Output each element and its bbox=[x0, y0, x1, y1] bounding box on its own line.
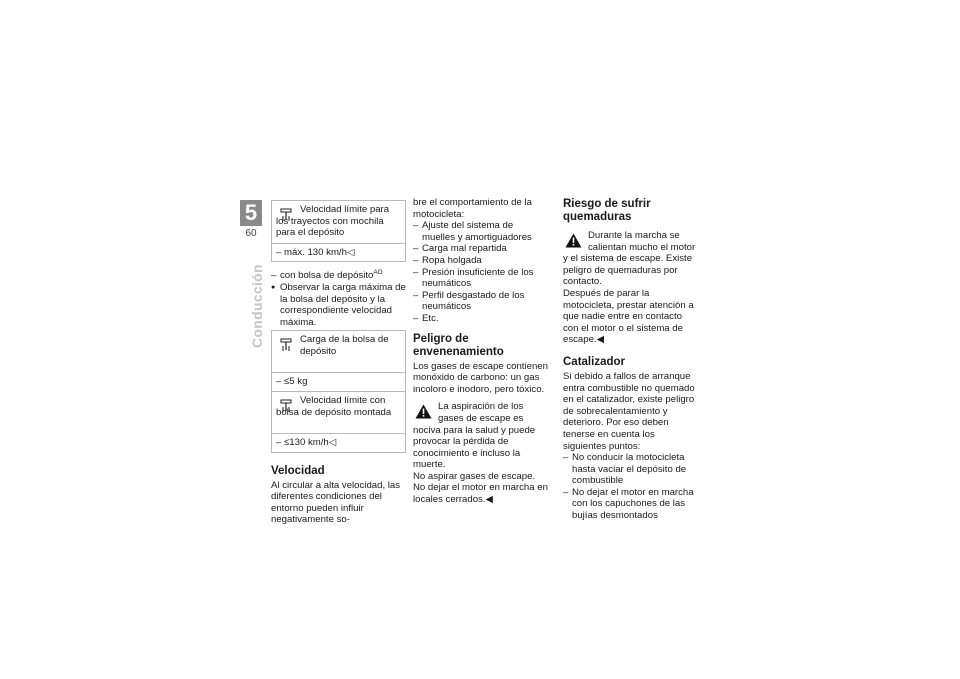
spec-box-header bbox=[272, 392, 405, 433]
section-text: Los gases de escape contienen monóxido de carbono: un gas incoloro e inodoro, pero tóxico. bbox=[413, 360, 548, 395]
spec-box-speed-backpack bbox=[271, 200, 406, 262]
warning-text: La aspiración de los gases de escape es nociva para la salud y puede provocar la pérdida de conocimiento e incluso la muerte. bbox=[413, 401, 536, 471]
dash-marker: – bbox=[413, 254, 419, 266]
column-2 bbox=[413, 197, 548, 506]
bullet-dot-icon: ● bbox=[271, 283, 276, 291]
wrench-gauge-icon bbox=[280, 338, 292, 352]
warning-triangle-icon bbox=[415, 404, 432, 419]
list-item bbox=[563, 487, 698, 522]
section-heading-envenenamiento: Peligro de envenenamiento bbox=[413, 332, 504, 358]
warning-block bbox=[563, 230, 698, 346]
list-item-text: con bolsa de depósito bbox=[280, 270, 374, 282]
list-item-text: No dejar el motor en marcha con los capuchones de las bujías desmontados bbox=[572, 486, 694, 522]
spec-value-text: máx. 130 km/h bbox=[284, 246, 347, 258]
dash-marker: – bbox=[271, 270, 277, 282]
spec-value bbox=[272, 372, 405, 391]
chapter-title: Conducción bbox=[249, 264, 265, 348]
dash-marker: – bbox=[563, 486, 569, 498]
column-1 bbox=[271, 200, 406, 526]
list-item bbox=[413, 255, 548, 267]
list-item bbox=[413, 290, 548, 313]
list-item-text: Presión insuficiente de los neumáticos bbox=[422, 266, 534, 290]
chapter-tab bbox=[240, 200, 262, 226]
list-item bbox=[413, 220, 548, 243]
list-item bbox=[271, 270, 406, 282]
section-text: Al circular a alta velocidad, las diferentes condiciones del entorno pueden influir negativamente so- bbox=[271, 479, 401, 526]
list-item bbox=[271, 282, 406, 328]
spec-box-header bbox=[272, 331, 405, 372]
section-heading-velocidad: Velocidad bbox=[271, 464, 325, 477]
spec-value bbox=[272, 433, 405, 452]
dash-marker: – bbox=[413, 289, 419, 301]
dash-marker: – bbox=[276, 436, 282, 448]
dash-marker: – bbox=[563, 452, 569, 464]
dash-marker: – bbox=[413, 312, 419, 324]
list-item-text: Ropa holgada bbox=[422, 254, 482, 266]
list-item-text: No conducir la motocicleta hasta vaciar el depósito de combustible bbox=[572, 452, 687, 487]
warning-instruction: No aspirar gases de escape. No dejar el motor en marcha en locales cerrados.◀ bbox=[413, 470, 548, 506]
list-item-text: Perfil desgastado de los neumáticos bbox=[422, 289, 525, 313]
spec-box-header bbox=[272, 201, 405, 243]
list-item bbox=[413, 243, 548, 255]
wrench-gauge-icon bbox=[280, 399, 292, 413]
section-heading-catalizador: Catalizador bbox=[563, 355, 625, 368]
dash-marker: – bbox=[276, 376, 282, 388]
end-arrow-icon: ◁ bbox=[346, 246, 355, 258]
spec-box-bag-load bbox=[271, 330, 406, 392]
spec-title: Carga de la bolsa de depósito bbox=[300, 334, 389, 357]
dash-marker: – bbox=[413, 220, 419, 232]
spec-box-speed-bag bbox=[271, 392, 406, 453]
spec-title: Velocidad límite para los trayectos con mochila para el depósito bbox=[276, 204, 390, 239]
warning-triangle-icon bbox=[565, 233, 582, 248]
page-number: 60 bbox=[245, 228, 257, 239]
list-item-text: Ajuste del sistema de muelles y amortiguadores bbox=[422, 220, 532, 243]
end-arrow-icon: ◁ bbox=[328, 436, 337, 448]
dash-marker: – bbox=[413, 243, 419, 255]
option-code: AO bbox=[373, 269, 383, 277]
section-text: bre el comportamiento de la motocicleta: bbox=[413, 197, 532, 220]
list-item-text: Carga mal repartida bbox=[422, 243, 507, 255]
warning-text: Durante la marcha se calientan mucho el motor y el sistema de escape. Existe peligro de quemaduras por contacto. bbox=[563, 230, 696, 288]
spec-value-text: ≤5 kg bbox=[284, 376, 308, 388]
warning-block bbox=[413, 401, 548, 505]
list-item bbox=[413, 267, 548, 290]
wrench-gauge-icon bbox=[280, 208, 292, 222]
column-3 bbox=[563, 197, 698, 522]
list-item-text: Observar la carga máxima de la bolsa del depósito y la correspondiente velocidad máxima. bbox=[280, 281, 406, 328]
dash-marker: – bbox=[276, 246, 282, 258]
spec-value-text: ≤130 km/h bbox=[284, 436, 329, 448]
spec-value bbox=[272, 243, 405, 262]
list-item-text: Etc. bbox=[422, 312, 439, 324]
section-heading-quemaduras: Riesgo de sufrir quemaduras bbox=[563, 198, 651, 223]
dash-marker: – bbox=[413, 266, 419, 278]
list-item bbox=[563, 452, 698, 487]
spec-title: Velocidad límite con bolsa de depósito montada bbox=[276, 394, 392, 418]
list-item bbox=[413, 313, 548, 325]
section-text: Si debido a fallos de arranque entra combustible no quemado en el catalizador, existe peligro de sobrecalentamiento y deterioro. Por eso deben tenerse en cuenta los siguientes puntos: bbox=[563, 370, 695, 452]
chapter-number: 5 bbox=[244, 200, 258, 225]
warning-instruction: Después de parar la motocicleta, prestar atención a que nadie entre en contacto con el motor o el sistema de escape.◀ bbox=[563, 287, 694, 346]
